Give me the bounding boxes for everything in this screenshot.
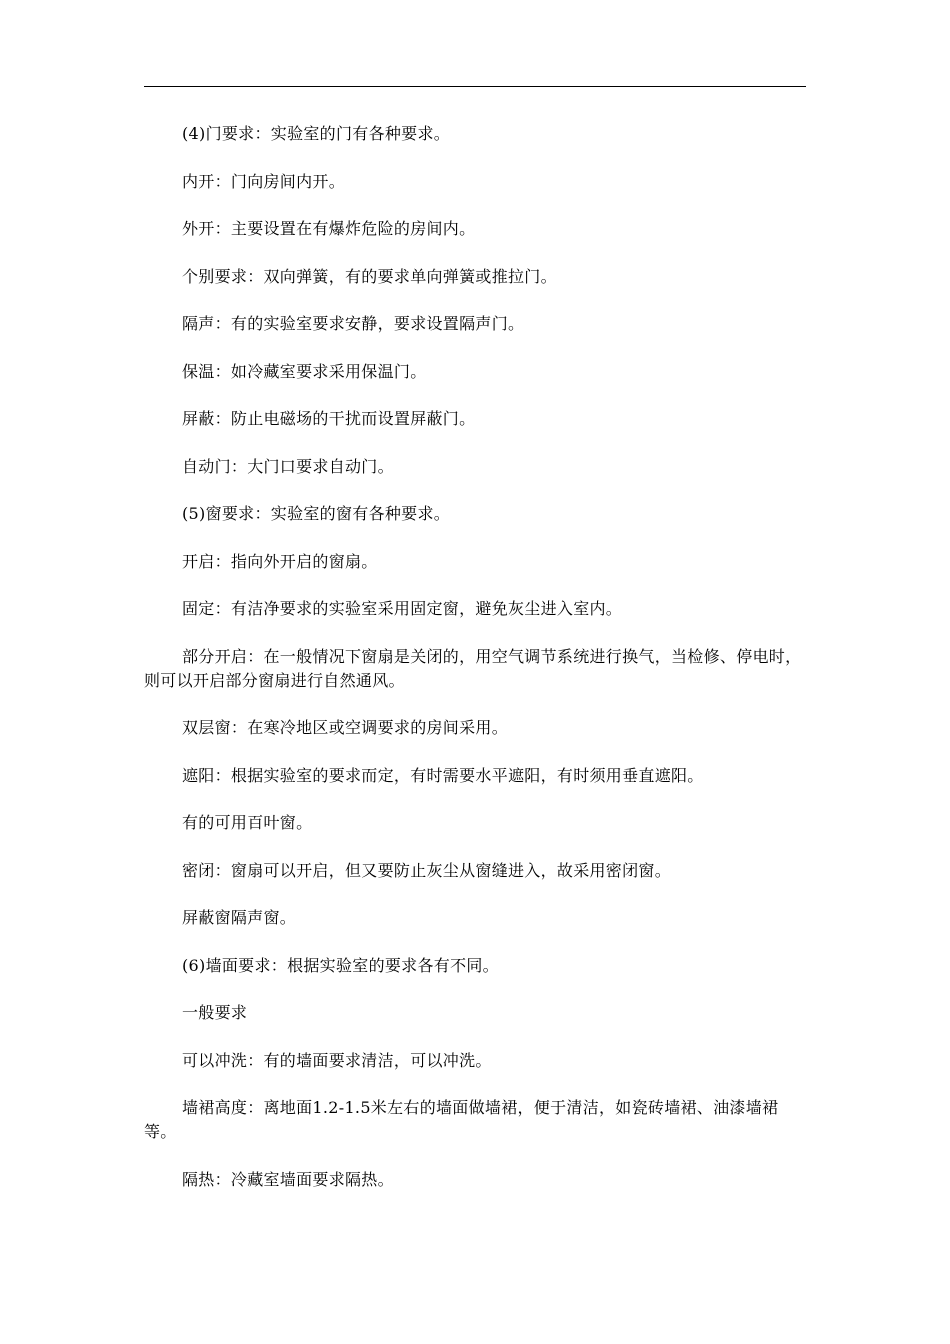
paragraph-shielded-door: 屏蔽：防止电磁场的干扰而设置屏蔽门。 <box>182 409 476 428</box>
paragraph-window-requirements: (5)窗要求：实验室的窗有各种要求。 <box>182 504 451 523</box>
paragraph-partial-opening: 部分开启：在一般情况下窗扇是关闭的，用空气调节系统进行换气，当检修、停电时，则可以开启部分窗扇进行自然通风。 <box>144 646 802 690</box>
document-body <box>144 122 806 1215</box>
paragraph-fixed-window: 固定：有洁净要求的实验室采用固定窗，避免灰尘进入室内。 <box>182 599 623 618</box>
paragraph-insulated-door: 保温：如冷藏室要求采用保温门。 <box>182 361 427 381</box>
paragraph-soundproof-door: 隔声：有的实验室要求安静，要求设置隔声门。 <box>182 314 525 333</box>
paragraph-wall-requirements: (6)墙面要求：根据实验室的要求各有不同。 <box>182 955 499 975</box>
paragraph-wall-insulation: 隔热：冷藏室墙面要求隔热。 <box>182 1169 394 1189</box>
paragraph-special-requirements: 个别要求：双向弹簧，有的要求单向弹簧或推拉门。 <box>182 266 557 286</box>
paragraph-washable: 可以冲洗：有的墙面要求清洁，可以冲洗。 <box>182 1050 492 1070</box>
paragraph-automatic-door: 自动门：大门口要求自动门。 <box>182 456 394 476</box>
paragraph-sunshade: 遮阳：根据实验室的要求而定，有时需要水平遮阳，有时须用垂直遮阳。 <box>182 765 704 785</box>
paragraph-louver: 有的可用百叶窗。 <box>182 813 313 832</box>
paragraph-sealed-window: 密闭：窗扇可以开启，但又要防止灰尘从窗缝进入，故采用密闭窗。 <box>182 860 672 880</box>
paragraph-door-requirements: (4)门要求：实验室的门有各种要求。 <box>182 124 451 143</box>
paragraph-double-window: 双层窗：在寒冷地区或空调要求的房间采用。 <box>182 718 509 737</box>
paragraph-outward-opening: 外开：主要设置在有爆炸危险的房间内。 <box>182 219 476 238</box>
paragraph-dado-height: 墙裙高度：离地面1.2-1.5米左右的墙面做墙裙，便于清洁，如瓷砖墙裙、油漆墙裙等。 <box>144 1098 779 1141</box>
paragraph-shielded-window: 屏蔽窗隔声窗。 <box>182 908 297 927</box>
header-rule <box>144 86 806 87</box>
paragraph-inward-opening: 内开：门向房间内开。 <box>182 171 346 191</box>
paragraph-general-requirements: 一般要求 <box>182 1003 248 1022</box>
paragraph-window-opening: 开启：指向外开启的窗扇。 <box>182 551 378 571</box>
